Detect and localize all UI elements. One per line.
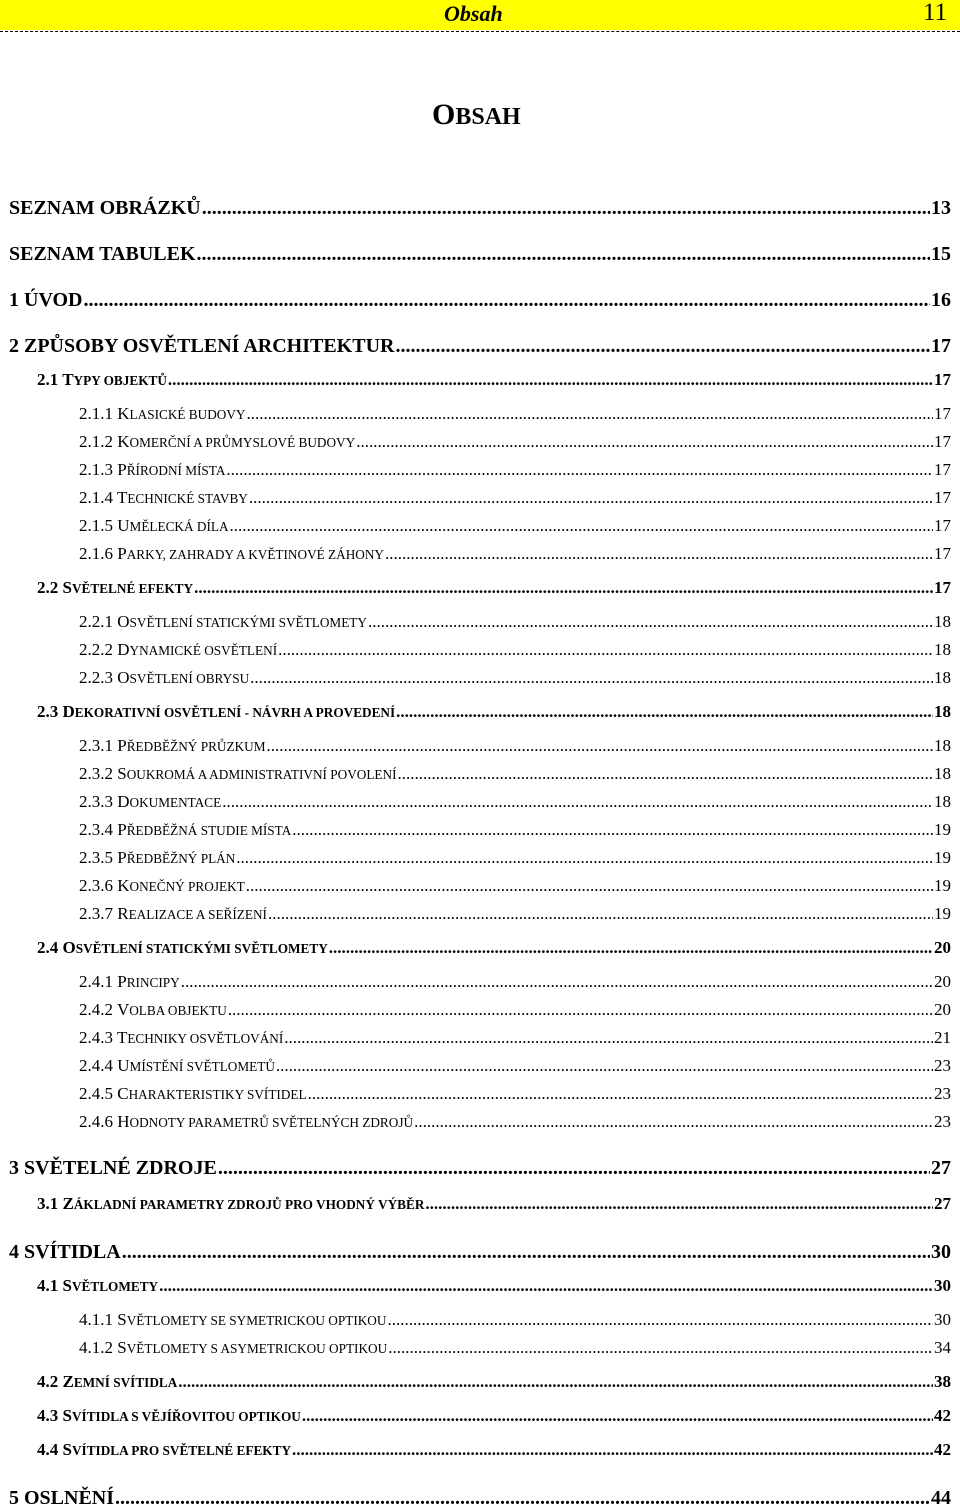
- toc-entry-number: 2.4.4: [79, 1056, 118, 1075]
- page-title-initial: O: [432, 98, 456, 131]
- toc-entry-number: 4.1.1: [79, 1310, 118, 1329]
- toc-entry-number: 2.3.4: [79, 820, 118, 839]
- toc-entry-page: 17: [934, 370, 951, 389]
- toc-entry-number: 2.1.3: [79, 460, 118, 479]
- toc-entry-page: 19: [934, 904, 951, 923]
- toc-entry-number: 2.2.3: [79, 668, 118, 687]
- toc-entry-label-rest: VÍTIDLA S VĚJÍŘOVITOU OPTIKOU: [71, 1409, 301, 1424]
- toc-entry-page: 20: [934, 938, 951, 957]
- toc-entry-title: [79, 736, 265, 757]
- toc-dot-leader: [197, 242, 930, 266]
- toc-entry-page: 19: [934, 876, 951, 895]
- toc-dot-leader: [278, 640, 933, 660]
- toc-entry[interactable]: [37, 1406, 951, 1427]
- toc-entry-label-rest: MĚLECKÁ DÍLA: [129, 519, 229, 534]
- toc-entry-title: [9, 288, 83, 312]
- toc-entry-label-rest: ŘEDBĚŽNÝ PRŮZKUM: [126, 739, 266, 754]
- toc-entry-label-initial: K: [117, 876, 130, 895]
- toc-entry-number: 2.1.6: [79, 544, 118, 563]
- toc-entry-label-initial: P: [117, 820, 127, 839]
- toc-entry-label-initial: S: [62, 578, 72, 597]
- toc-entry[interactable]: [9, 196, 951, 220]
- toc-entry-label-rest: ONEČNÝ PROJEKT: [129, 879, 245, 894]
- toc-entry-label-initial: S: [117, 1338, 127, 1357]
- toc-entry-label-rest: ARKY, ZAHRADY A KVĚTINOVÉ ZÁHONY: [126, 547, 384, 562]
- toc-entry-label-initial: SEZNAM TABULEK: [9, 243, 196, 265]
- toc-entry[interactable]: [37, 578, 951, 599]
- toc-entry-number: 3.1: [37, 1194, 63, 1213]
- toc-entry-title: [79, 764, 397, 785]
- toc-dot-leader: [230, 516, 933, 536]
- toc-entry-title: [79, 972, 180, 993]
- toc-entry-page: 30: [934, 1310, 951, 1329]
- toc-entry-label-rest: LASICKÉ BUDOVY: [129, 407, 246, 422]
- toc-entry[interactable]: [9, 334, 951, 358]
- toc-dot-leader: [398, 764, 933, 784]
- toc-dot-leader: [292, 1440, 933, 1460]
- toc-dot-leader: [250, 668, 933, 688]
- toc-entry-label-initial: P: [117, 544, 127, 563]
- toc-entry-number: 2.4: [37, 938, 63, 957]
- toc-entry-number: 2.4.6: [79, 1112, 118, 1131]
- toc-entry-label-initial: ZPŮSOBY OSVĚTLENÍ ARCHITEKTUR: [24, 335, 395, 357]
- toc-entry[interactable]: [37, 370, 951, 391]
- toc-entry[interactable]: [9, 1156, 951, 1180]
- toc-dot-leader: [168, 370, 933, 390]
- toc-entry-label-rest: EMNÍ SVÍTIDLA: [73, 1375, 178, 1390]
- toc-entry-label-initial: Z: [62, 1194, 74, 1213]
- toc-entry-page: 27: [934, 1194, 951, 1213]
- toc-entry[interactable]: [79, 1338, 951, 1359]
- toc-entry-title: [37, 370, 167, 391]
- toc-entry[interactable]: [79, 460, 951, 481]
- toc-entry-title: [79, 1084, 307, 1105]
- toc-entry[interactable]: [79, 1310, 951, 1331]
- toc-entry-page: 18: [934, 640, 951, 659]
- toc-entry-number: 2.3.6: [79, 876, 118, 895]
- toc-entry-label-initial: S: [62, 1440, 72, 1459]
- toc-entry-number: 2.1.4: [79, 488, 117, 507]
- toc-dot-leader: [115, 1486, 930, 1510]
- toc-entry-title: [79, 820, 291, 841]
- toc-dot-leader: [159, 1276, 933, 1296]
- toc-entry[interactable]: [37, 1372, 951, 1393]
- running-header-page-number: 11: [923, 0, 948, 26]
- toc-entry-page: 18: [934, 612, 951, 631]
- toc-entry-label-rest: ŘÍRODNÍ MÍSTA: [126, 463, 226, 478]
- toc-entry-label-initial: P: [117, 972, 127, 991]
- toc-entry-number: 5: [9, 1487, 24, 1509]
- toc-entry[interactable]: [79, 612, 951, 633]
- toc-entry-number: 2.4.3: [79, 1028, 117, 1047]
- toc-entry-title: [79, 1028, 283, 1049]
- toc-entry-number: 4.1.2: [79, 1338, 118, 1357]
- toc-entry-label-rest: OLBA OBJEKTU: [129, 1003, 227, 1018]
- toc-entry-label-rest: SVĚTLENÍ STATICKÝMI SVĚTLOMETY: [75, 941, 328, 956]
- toc-entry-title: [79, 460, 225, 481]
- toc-entry-title: [79, 1000, 227, 1021]
- toc-entry-page: 23: [934, 1056, 951, 1075]
- toc-entry[interactable]: [79, 1084, 951, 1105]
- toc-entry-page: 17: [934, 544, 951, 563]
- toc-entry-page: 17: [934, 432, 951, 451]
- toc-entry-title: [79, 544, 384, 565]
- toc-entry-title: [9, 1486, 114, 1510]
- toc-entry-page: 27: [931, 1157, 951, 1179]
- toc-entry-label-initial: D: [117, 792, 130, 811]
- toc-entry-page: 34: [934, 1338, 951, 1357]
- toc-entry-label-rest: VĚTLOMETY S ASYMETRICKOU OPTIKOU: [126, 1341, 388, 1356]
- toc-entry-number: 4.3: [37, 1406, 63, 1425]
- toc-entry-label-initial: C: [117, 1084, 129, 1103]
- toc-dot-leader: [395, 334, 930, 358]
- toc-entry-label-rest: RINCIPY: [126, 975, 180, 990]
- toc-entry-label-initial: K: [117, 432, 130, 451]
- toc-entry-number: 2.3.7: [79, 904, 118, 923]
- toc-entry-number: 2.4.5: [79, 1084, 118, 1103]
- toc-dot-leader: [246, 404, 933, 424]
- toc-dot-leader: [414, 1112, 933, 1132]
- toc-entry-label-rest: OUKROMÁ A ADMINISTRATIVNÍ POVOLENÍ: [126, 767, 397, 782]
- toc-dot-leader: [302, 1406, 933, 1426]
- toc-entry-number: 2.2.1: [79, 612, 118, 631]
- toc-entry-title: [79, 432, 355, 453]
- toc-dot-leader: [308, 1084, 933, 1104]
- toc-entry-title: [37, 702, 395, 723]
- toc-entry[interactable]: [79, 1056, 951, 1077]
- toc-entry-number: 2: [9, 335, 24, 357]
- toc-entry-title: [37, 1276, 158, 1297]
- toc-entry-page: 23: [934, 1084, 951, 1103]
- toc-entry-number: 3: [9, 1157, 24, 1179]
- toc-entry-number: 2.3: [37, 702, 63, 721]
- toc-entry-page: 42: [934, 1440, 951, 1459]
- toc-entry-label-initial: P: [117, 848, 127, 867]
- toc-entry-label-rest: OKUMENTACE: [129, 795, 222, 810]
- toc-entry[interactable]: [37, 702, 951, 723]
- toc-entry-label-initial: H: [117, 1112, 130, 1131]
- toc-entry-title: [79, 848, 235, 869]
- toc-entry-number: 2.2: [37, 578, 63, 597]
- toc-entry-title: [9, 242, 196, 266]
- toc-entry-label-initial: K: [117, 404, 130, 423]
- toc-dot-leader: [276, 1056, 933, 1076]
- toc-entry[interactable]: [79, 640, 951, 661]
- toc-dot-leader: [385, 544, 933, 564]
- toc-entry-title: [37, 938, 328, 959]
- toc-entry-label-initial: D: [62, 702, 75, 721]
- toc-entry-title: [79, 1310, 386, 1331]
- toc-dot-leader: [228, 1000, 933, 1020]
- toc-dot-leader: [178, 1372, 933, 1392]
- toc-entry-page: 16: [931, 289, 951, 311]
- toc-entry-label-rest: VĚTLOMETY: [71, 1279, 159, 1294]
- toc-entry-label-rest: YNAMICKÉ OSVĚTLENÍ: [129, 643, 278, 658]
- toc-entry-number: 2.2.2: [79, 640, 118, 659]
- toc-entry-label-initial: Z: [62, 1372, 74, 1391]
- toc-dot-leader: [202, 196, 930, 220]
- toc-entry-page: 17: [934, 578, 951, 597]
- toc-entry-number: 2.3.5: [79, 848, 118, 867]
- toc-entry-label-initial: SVĚTELNÉ ZDROJE: [24, 1157, 217, 1179]
- toc-entry-title: [79, 1056, 275, 1077]
- toc-entry-title: [79, 1112, 413, 1133]
- toc-entry-title: [37, 1440, 291, 1461]
- toc-dot-leader: [226, 460, 933, 480]
- toc-dot-leader: [387, 1310, 933, 1330]
- toc-entry-page: 30: [934, 1276, 951, 1295]
- toc-entry[interactable]: [37, 1440, 951, 1461]
- toc-entry[interactable]: [79, 516, 951, 537]
- toc-entry-label-rest: ODNOTY PARAMETRŮ SVĚTELNÝCH ZDROJŮ: [129, 1115, 414, 1130]
- toc-entry-number: 2.3.2: [79, 764, 118, 783]
- toc-dot-leader: [388, 1338, 933, 1358]
- toc-entry-label-initial: T: [116, 1028, 128, 1047]
- toc-dot-leader: [266, 736, 933, 756]
- toc-entry-label-rest: ECHNICKÉ STAVBY: [127, 491, 248, 506]
- toc-entry-number: 2.1.1: [79, 404, 118, 423]
- toc-entry-number: 2.1: [37, 370, 63, 389]
- toc-entry-title: [79, 792, 221, 813]
- toc-entry-label-initial: SEZNAM OBRÁZKŮ: [9, 197, 201, 219]
- toc-entry-label-initial: ÚVOD: [24, 289, 83, 311]
- toc-entry-number: 4: [9, 1241, 24, 1263]
- toc-entry-label-initial: O: [62, 938, 76, 957]
- toc-entry-page: 42: [934, 1406, 951, 1425]
- toc-entry-label-rest: ECHNIKY OSVĚTLOVÁNÍ: [127, 1031, 284, 1046]
- toc-entry-label-rest: VÍTIDLA PRO SVĚTELNÉ EFEKTY: [71, 1443, 292, 1458]
- toc-entry[interactable]: [79, 820, 951, 841]
- toc-entry-title: [9, 334, 394, 358]
- toc-entry-page: 44: [931, 1487, 951, 1509]
- toc-entry-page: 23: [934, 1112, 951, 1131]
- toc-entry-number: 2.4.1: [79, 972, 118, 991]
- toc-entry-number: 2.3.1: [79, 736, 118, 755]
- toc-entry-title: [79, 612, 367, 633]
- toc-entry-label-rest: ŘEDBĚŽNÁ STUDIE MÍSTA: [126, 823, 292, 838]
- toc-entry-number: 4.2: [37, 1372, 63, 1391]
- toc-dot-leader: [356, 432, 933, 452]
- toc-entry-label-initial: S: [117, 764, 127, 783]
- toc-entry-page: 20: [934, 972, 951, 991]
- toc-entry-title: [37, 1372, 177, 1393]
- toc-entry-page: 17: [934, 404, 951, 423]
- toc-entry[interactable]: [79, 904, 951, 925]
- toc-entry-page: 18: [934, 668, 951, 687]
- toc-entry-number: 4.4: [37, 1440, 63, 1459]
- toc-entry-number: 2.1.5: [79, 516, 118, 535]
- toc-entry[interactable]: [79, 404, 951, 425]
- toc-entry-title: [79, 488, 248, 509]
- toc-entry[interactable]: [79, 972, 951, 993]
- toc-entry-page: 17: [934, 488, 951, 507]
- toc-dot-leader: [396, 702, 933, 722]
- toc-entry[interactable]: [79, 848, 951, 869]
- toc-entry-label-initial: P: [117, 460, 127, 479]
- toc-entry[interactable]: [37, 938, 951, 959]
- toc-entry-title: [79, 640, 277, 661]
- toc-entry-number: 4.1: [37, 1276, 63, 1295]
- toc-entry-page: 17: [931, 335, 951, 357]
- toc-entry-title: [37, 1194, 424, 1215]
- toc-entry-label-rest: VĚTLOMETY SE SYMETRICKOU OPTIKOU: [126, 1313, 387, 1328]
- toc-dot-leader: [329, 938, 933, 958]
- toc-dot-leader: [425, 1194, 933, 1214]
- toc-entry[interactable]: [79, 432, 951, 453]
- toc-entry-label-initial: D: [117, 640, 130, 659]
- toc-entry-label-initial: OSLNĚNÍ: [24, 1487, 115, 1509]
- toc-entry[interactable]: [9, 1240, 951, 1264]
- toc-entry[interactable]: [79, 764, 951, 785]
- toc-entry-title: [9, 196, 201, 220]
- toc-entry-page: 38: [934, 1372, 951, 1391]
- toc-dot-leader: [292, 820, 933, 840]
- toc-entry-title: [79, 904, 267, 925]
- toc-entry-title: [9, 1156, 217, 1180]
- toc-dot-leader: [236, 848, 933, 868]
- toc-entry-number: 2.3.3: [79, 792, 118, 811]
- toc-entry[interactable]: [79, 1028, 951, 1049]
- toc-entry-title: [79, 668, 249, 689]
- toc-dot-leader: [268, 904, 933, 924]
- toc-entry-number: 2.1.2: [79, 432, 118, 451]
- toc-entry-title: [79, 1338, 387, 1359]
- toc-entry[interactable]: [79, 668, 951, 689]
- toc-entry-label-rest: EALIZACE A SEŘÍZENÍ: [128, 907, 267, 922]
- toc-entry-label-initial: T: [62, 370, 74, 389]
- toc-dot-leader: [218, 1156, 930, 1180]
- toc-entry-number: 1: [9, 289, 24, 311]
- toc-dot-leader: [368, 612, 933, 632]
- toc-entry-page: 17: [934, 516, 951, 535]
- toc-entry-label-rest: SVĚTLENÍ OBRYSU: [129, 671, 250, 686]
- toc-entry-page: 18: [934, 736, 951, 755]
- toc-entry-title: [37, 578, 193, 599]
- toc-dot-leader: [84, 288, 931, 312]
- toc-entry-page: 15: [931, 243, 951, 265]
- toc-dot-leader: [249, 488, 933, 508]
- toc-entry-page: 20: [934, 1000, 951, 1019]
- toc-entry-page: 19: [934, 820, 951, 839]
- toc-entry-label-initial: R: [117, 904, 129, 923]
- toc-dot-leader: [246, 876, 933, 896]
- toc-entry-title: [79, 516, 229, 537]
- toc-entry-label-rest: YPY OBJEKTŮ: [73, 373, 167, 388]
- toc-entry-label-rest: HARAKTERISTIKY SVÍTIDEL: [128, 1087, 307, 1102]
- toc-dot-leader: [222, 792, 933, 812]
- toc-dot-leader: [181, 972, 933, 992]
- toc-entry-page: 18: [934, 764, 951, 783]
- toc-entry[interactable]: [9, 288, 951, 312]
- toc-entry-label-initial: U: [117, 1056, 130, 1075]
- toc-entry-title: [79, 404, 245, 425]
- toc-entry-label-initial: S: [117, 1310, 127, 1329]
- toc-entry[interactable]: [79, 792, 951, 813]
- toc-entry[interactable]: [37, 1194, 951, 1215]
- toc-entry-label-initial: S: [62, 1276, 72, 1295]
- toc-entry-label-initial: O: [117, 668, 130, 687]
- toc-entry-label-rest: ŘEDBĚŽNÝ PLÁN: [126, 851, 236, 866]
- toc-entry[interactable]: [37, 1276, 951, 1297]
- toc-entry-title: [79, 876, 245, 897]
- toc-entry-label-initial: SVÍTIDLA: [24, 1241, 121, 1263]
- toc-entry[interactable]: [79, 1112, 951, 1133]
- toc-entry-label-rest: OMERČNÍ A PRŮMYSLOVÉ BUDOVY: [129, 435, 356, 450]
- toc-entry-page: 19: [934, 848, 951, 867]
- toc-entry[interactable]: [79, 544, 951, 565]
- toc-entry-page: 13: [931, 197, 951, 219]
- toc-entry-label-rest: ÁKLADNÍ PARAMETRY ZDROJŮ PRO VHODNÝ VÝBĚR: [73, 1197, 425, 1212]
- toc-entry-page: 18: [934, 702, 951, 721]
- toc-entry[interactable]: [79, 488, 951, 509]
- toc-entry[interactable]: [79, 876, 951, 897]
- toc-entry-label-rest: SVĚTLENÍ STATICKÝMI SVĚTLOMETY: [129, 615, 367, 630]
- toc-dot-leader: [284, 1028, 933, 1048]
- toc-entry-number: 2.4.2: [79, 1000, 117, 1019]
- toc-entry-label-initial: V: [116, 1000, 130, 1019]
- toc-entry-page: 21: [934, 1028, 951, 1047]
- running-header-title: Obsah: [444, 1, 503, 26]
- toc-entry[interactable]: [79, 736, 951, 757]
- toc-entry-page: 17: [934, 460, 951, 479]
- toc-entry-label-initial: T: [116, 488, 128, 507]
- toc-entry-label-initial: S: [62, 1406, 72, 1425]
- toc-entry-label-initial: U: [117, 516, 130, 535]
- toc-entry-title: [9, 1240, 121, 1264]
- page-title-rest: BSAH: [455, 104, 521, 130]
- toc-dot-leader: [194, 578, 933, 598]
- toc-entry[interactable]: [79, 1000, 951, 1021]
- toc-dot-leader: [122, 1240, 930, 1264]
- toc-entry[interactable]: [9, 242, 951, 266]
- toc-entry-page: 18: [934, 792, 951, 811]
- toc-entry[interactable]: [9, 1486, 951, 1510]
- toc-entry-title: [37, 1406, 301, 1427]
- toc-entry-label-rest: MÍSTĚNÍ SVĚTLOMETŮ: [129, 1059, 275, 1074]
- toc-entry-label-initial: O: [117, 612, 130, 631]
- toc-entry-label-rest: EKORATIVNÍ OSVĚTLENÍ - NÁVRH A PROVEDENÍ: [74, 705, 396, 720]
- toc-entry-label-initial: P: [117, 736, 127, 755]
- toc-entry-page: 30: [931, 1241, 951, 1263]
- toc-entry-label-rest: VĚTELNÉ EFEKTY: [71, 581, 194, 596]
